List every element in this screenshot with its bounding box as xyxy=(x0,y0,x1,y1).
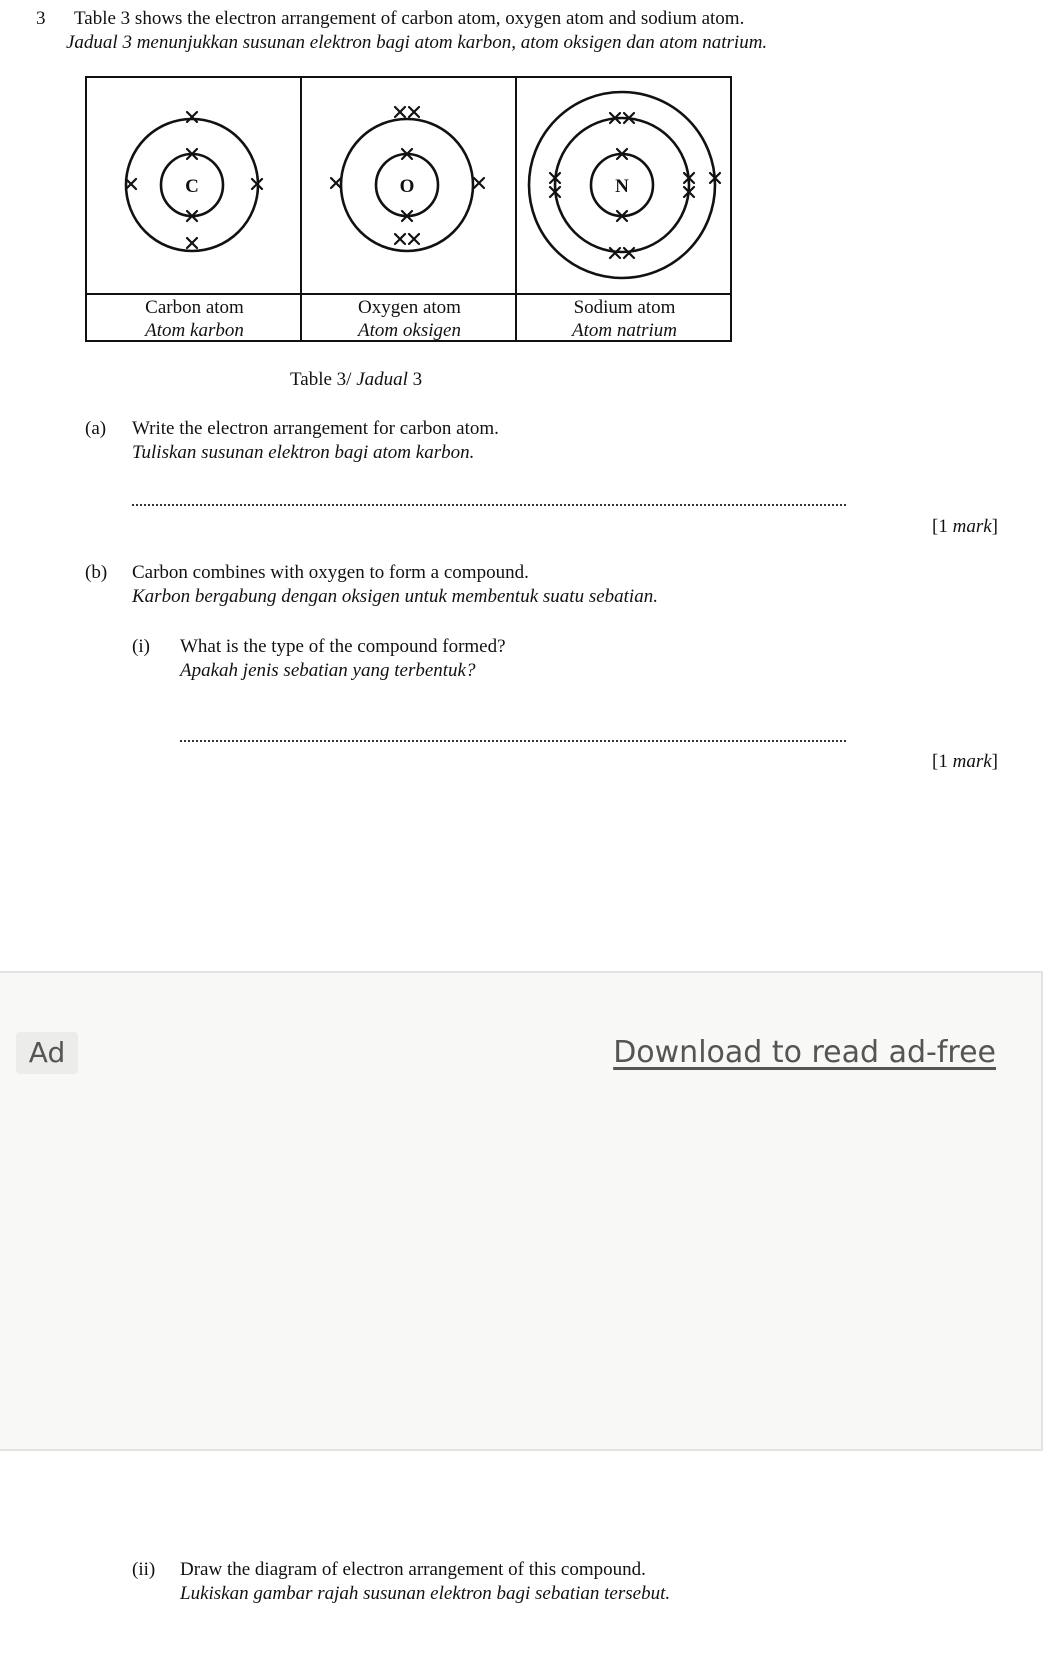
oxygen-atom-diagram xyxy=(331,107,484,251)
question-intro-ms: Jadual 3 menunjukkan susunan elektron bagi atom karbon, atom oksigen dan atom natrium. xyxy=(66,32,768,53)
question-number: 3 xyxy=(36,8,46,29)
part-b-ii-label: (ii) xyxy=(132,1559,156,1580)
part-a-text-en: Write the electron arrangement for carbon atom. xyxy=(132,418,499,439)
sodium-caption: Sodium atom Atom natrium xyxy=(571,297,678,341)
atom-table xyxy=(85,76,732,342)
part-b-i-label: (i) xyxy=(132,636,150,657)
oxygen-caption: Oxygen atom Atom oksigen xyxy=(358,297,461,341)
part-b-i-marks: [1 mark] xyxy=(932,751,998,772)
part-b-i-answer-line[interactable] xyxy=(180,740,846,742)
atom-diagrams xyxy=(87,78,730,292)
part-b-text-ms: Karbon bergabung dengan oksigen untuk membentuk suatu sebatian. xyxy=(132,586,658,607)
part-a-answer-line[interactable] xyxy=(132,504,846,506)
part-a-label: (a) xyxy=(85,418,107,439)
part-b-i-text-ms: Apakah jenis sebatian yang terbentuk? xyxy=(180,660,476,681)
part-b-label: (b) xyxy=(85,562,108,583)
sodium-atom-diagram xyxy=(529,92,720,278)
sodium-symbol: N xyxy=(615,176,629,197)
download-ad-free-link[interactable]: Download to read ad-free xyxy=(613,1035,996,1070)
carbon-symbol: C xyxy=(185,176,199,197)
ad-badge: Ad xyxy=(16,1032,78,1074)
ad-panel xyxy=(0,971,1043,1451)
carbon-atom-diagram xyxy=(126,112,262,251)
part-b-ii-text-ms: Lukiskan gambar rajah susunan elektron bagi sebatian tersebut. xyxy=(180,1583,671,1604)
part-b-ii-text-en: Draw the diagram of electron arrangement of this compound. xyxy=(180,1559,646,1580)
question-intro-en: Table 3 shows the electron arrangement of carbon atom, oxygen atom and sodium atom. xyxy=(74,8,745,29)
part-b-text-en: Carbon combines with oxygen to form a compound. xyxy=(132,562,529,583)
part-a-marks: [1 mark] xyxy=(932,516,998,537)
carbon-caption: Carbon atom Atom karbon xyxy=(145,297,244,341)
part-b-i-text-en: What is the type of the compound formed? xyxy=(180,636,506,657)
part-a-text-ms: Tuliskan susunan elektron bagi atom karbon. xyxy=(132,442,475,463)
oxygen-symbol: O xyxy=(399,176,415,197)
table-caption: Table 3/ Jadual 3 xyxy=(290,369,423,390)
